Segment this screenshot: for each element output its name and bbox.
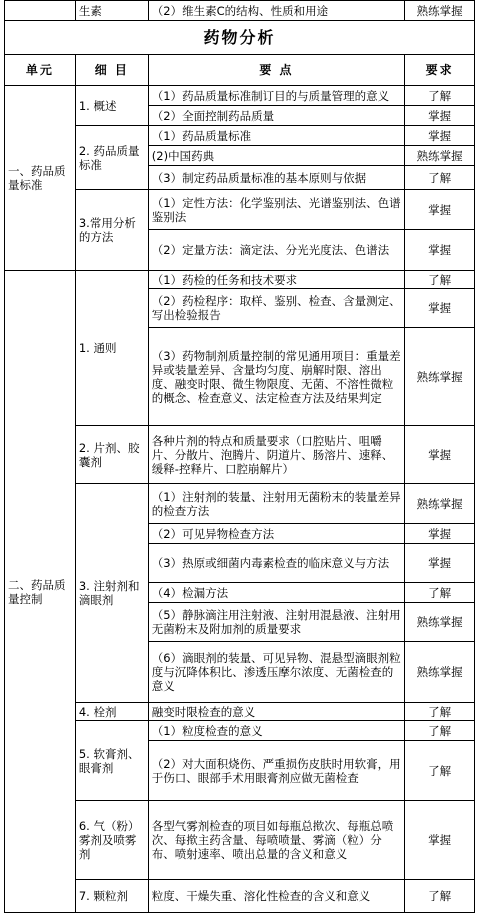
point-cell: （3）制定药品质量标准的基本原则与依据 [148, 166, 404, 190]
requirement-cell: 掌握 [405, 801, 475, 880]
detail-cell: 6. 气（粉）雾剂及喷雾剂 [75, 801, 148, 880]
table-row [5, 703, 475, 721]
detail-cell: 2. 药品质量标准 [75, 126, 148, 190]
requirement-cell: 了解 [405, 741, 475, 801]
requirement-cell: 了解 [405, 703, 475, 721]
point-cell: （1）药品质量标准制订目的与质量管理的意义 [148, 86, 404, 106]
point-cell: （3）热原或细菌内毒素检查的临床意义与方法 [148, 544, 404, 583]
point-cell: （6）滴眼剂的装量、可见异物、混悬型滴眼剂粒度与沉降体积比、渗透压摩尔浓度、无菌检查的意义 [148, 642, 404, 703]
header-detail: 细 目 [75, 55, 148, 86]
requirement-cell: 了解 [405, 880, 475, 913]
requirement-cell: 了解 [405, 583, 475, 603]
detail-cell: 4. 栓剂 [75, 703, 148, 721]
detail-cell: 5. 软膏剂、眼膏剂 [75, 721, 148, 801]
header-unit: 单元 [5, 55, 76, 86]
requirement-cell: 熟练掌握 [405, 146, 475, 166]
table-row [5, 86, 475, 106]
table-row [5, 190, 475, 230]
point-cell: （2）维生素C的结构、性质和用途 [148, 1, 404, 21]
header-requirement: 要求 [405, 55, 475, 86]
detail-cell: 7. 颗粒剂 [75, 880, 148, 913]
requirement-cell: 掌握 [405, 190, 475, 230]
unit-cell: 二、药品质量控制 [5, 271, 76, 913]
syllabus-table [4, 0, 475, 913]
point-cell: （1）定性方法：化学鉴别法、光谱鉴别法、色谱鉴别法 [148, 190, 404, 230]
unit-cell [5, 1, 76, 21]
syllabus-sheet [4, 0, 475, 913]
point-cell: （5）静脉滴注用注射液、注射用混悬液、注射用无菌粉末及附加剂的质量要求 [148, 603, 404, 642]
requirement-cell: 熟练掌握 [405, 484, 475, 524]
requirement-cell: 熟练掌握 [405, 1, 475, 21]
section-title-row [5, 21, 475, 55]
unit-cell: 一、药品质量标准 [5, 86, 76, 271]
requirement-cell: 了解 [405, 86, 475, 106]
requirement-cell: 掌握 [405, 524, 475, 544]
point-cell: （1）注射剂的装量、注射用无菌粉末的装量差异的检查方法 [148, 484, 404, 524]
requirement-cell: 掌握 [405, 126, 475, 146]
point-cell: (2)中国药典 [148, 146, 404, 166]
header-row [5, 55, 475, 86]
requirement-cell: 熟练掌握 [405, 642, 475, 703]
point-cell: 粒度、干燥失重、溶化性检查的含义和意义 [148, 880, 404, 913]
point-cell: 融变时限检查的意义 [148, 703, 404, 721]
point-cell: （2）定量方法：滴定法、分光光度法、色谱法 [148, 230, 404, 271]
requirement-cell: 掌握 [405, 544, 475, 583]
requirement-cell: 了解 [405, 166, 475, 190]
requirement-cell: 了解 [405, 271, 475, 289]
table-row [5, 721, 475, 741]
section-title: 药物分析 [5, 21, 475, 55]
table-row [5, 271, 475, 289]
table-row [5, 126, 475, 146]
table-row [5, 801, 475, 880]
detail-cell: 3.常用分析的方法 [75, 190, 148, 271]
requirement-cell: 掌握 [405, 289, 475, 328]
table-row [5, 426, 475, 484]
requirement-cell: 熟练掌握 [405, 603, 475, 642]
point-cell: （1）药检的任务和技术要求 [148, 271, 404, 289]
detail-cell: 1. 概述 [75, 86, 148, 126]
point-cell: 各型气雾剂检查的项目如每瓶总揿次、每瓶总喷次、每揿主药含量、每喷喷量、雾滴（粒）分布、喷射速率、喷出总量的含义和意义 [148, 801, 404, 880]
requirement-cell: 掌握 [405, 106, 475, 126]
header-point: 要 点 [148, 55, 404, 86]
point-cell: （3）药物制剂质量控制的常见通用项目：重量差异或装量差异、含量均匀度、崩解时限、溶出度、融变时限、微生物限度、无菌、不溶性微粒的概念、检查意义、法定检查方法及结果判定 [148, 328, 404, 426]
requirement-cell: 了解 [405, 721, 475, 741]
point-cell: （2）对大面积烧伤、严重损伤皮肤时用软膏，用于伤口、眼部手术用眼膏剂应做无菌检查 [148, 741, 404, 801]
point-cell: （2）可见异物检查方法 [148, 524, 404, 544]
detail-cell: 3. 注射剂和滴眼剂 [75, 484, 148, 703]
table-row [5, 484, 475, 524]
point-cell: （1）药品质量标准 [148, 126, 404, 146]
table-row [5, 880, 475, 913]
table-row [5, 1, 475, 21]
detail-cell: 2. 片剂、胶囊剂 [75, 426, 148, 484]
point-cell: （2）药检程序：取样、鉴别、检查、含量测定、写出检验报告 [148, 289, 404, 328]
detail-cell: 1. 通则 [75, 271, 148, 426]
detail-cell: 生素 [75, 1, 148, 21]
requirement-cell: 掌握 [405, 230, 475, 271]
requirement-cell: 掌握 [405, 426, 475, 484]
requirement-cell: 熟练掌握 [405, 328, 475, 426]
point-cell: （4）检漏方法 [148, 583, 404, 603]
point-cell: 各种片剂的特点和质量要求（口腔贴片、咀嚼片、分散片、泡腾片、阴道片、肠溶片、速释、缓释-控释片、口腔崩解片） [148, 426, 404, 484]
point-cell: （1）粒度检查的意义 [148, 721, 404, 741]
point-cell: （2）全面控制药品质量 [148, 106, 404, 126]
